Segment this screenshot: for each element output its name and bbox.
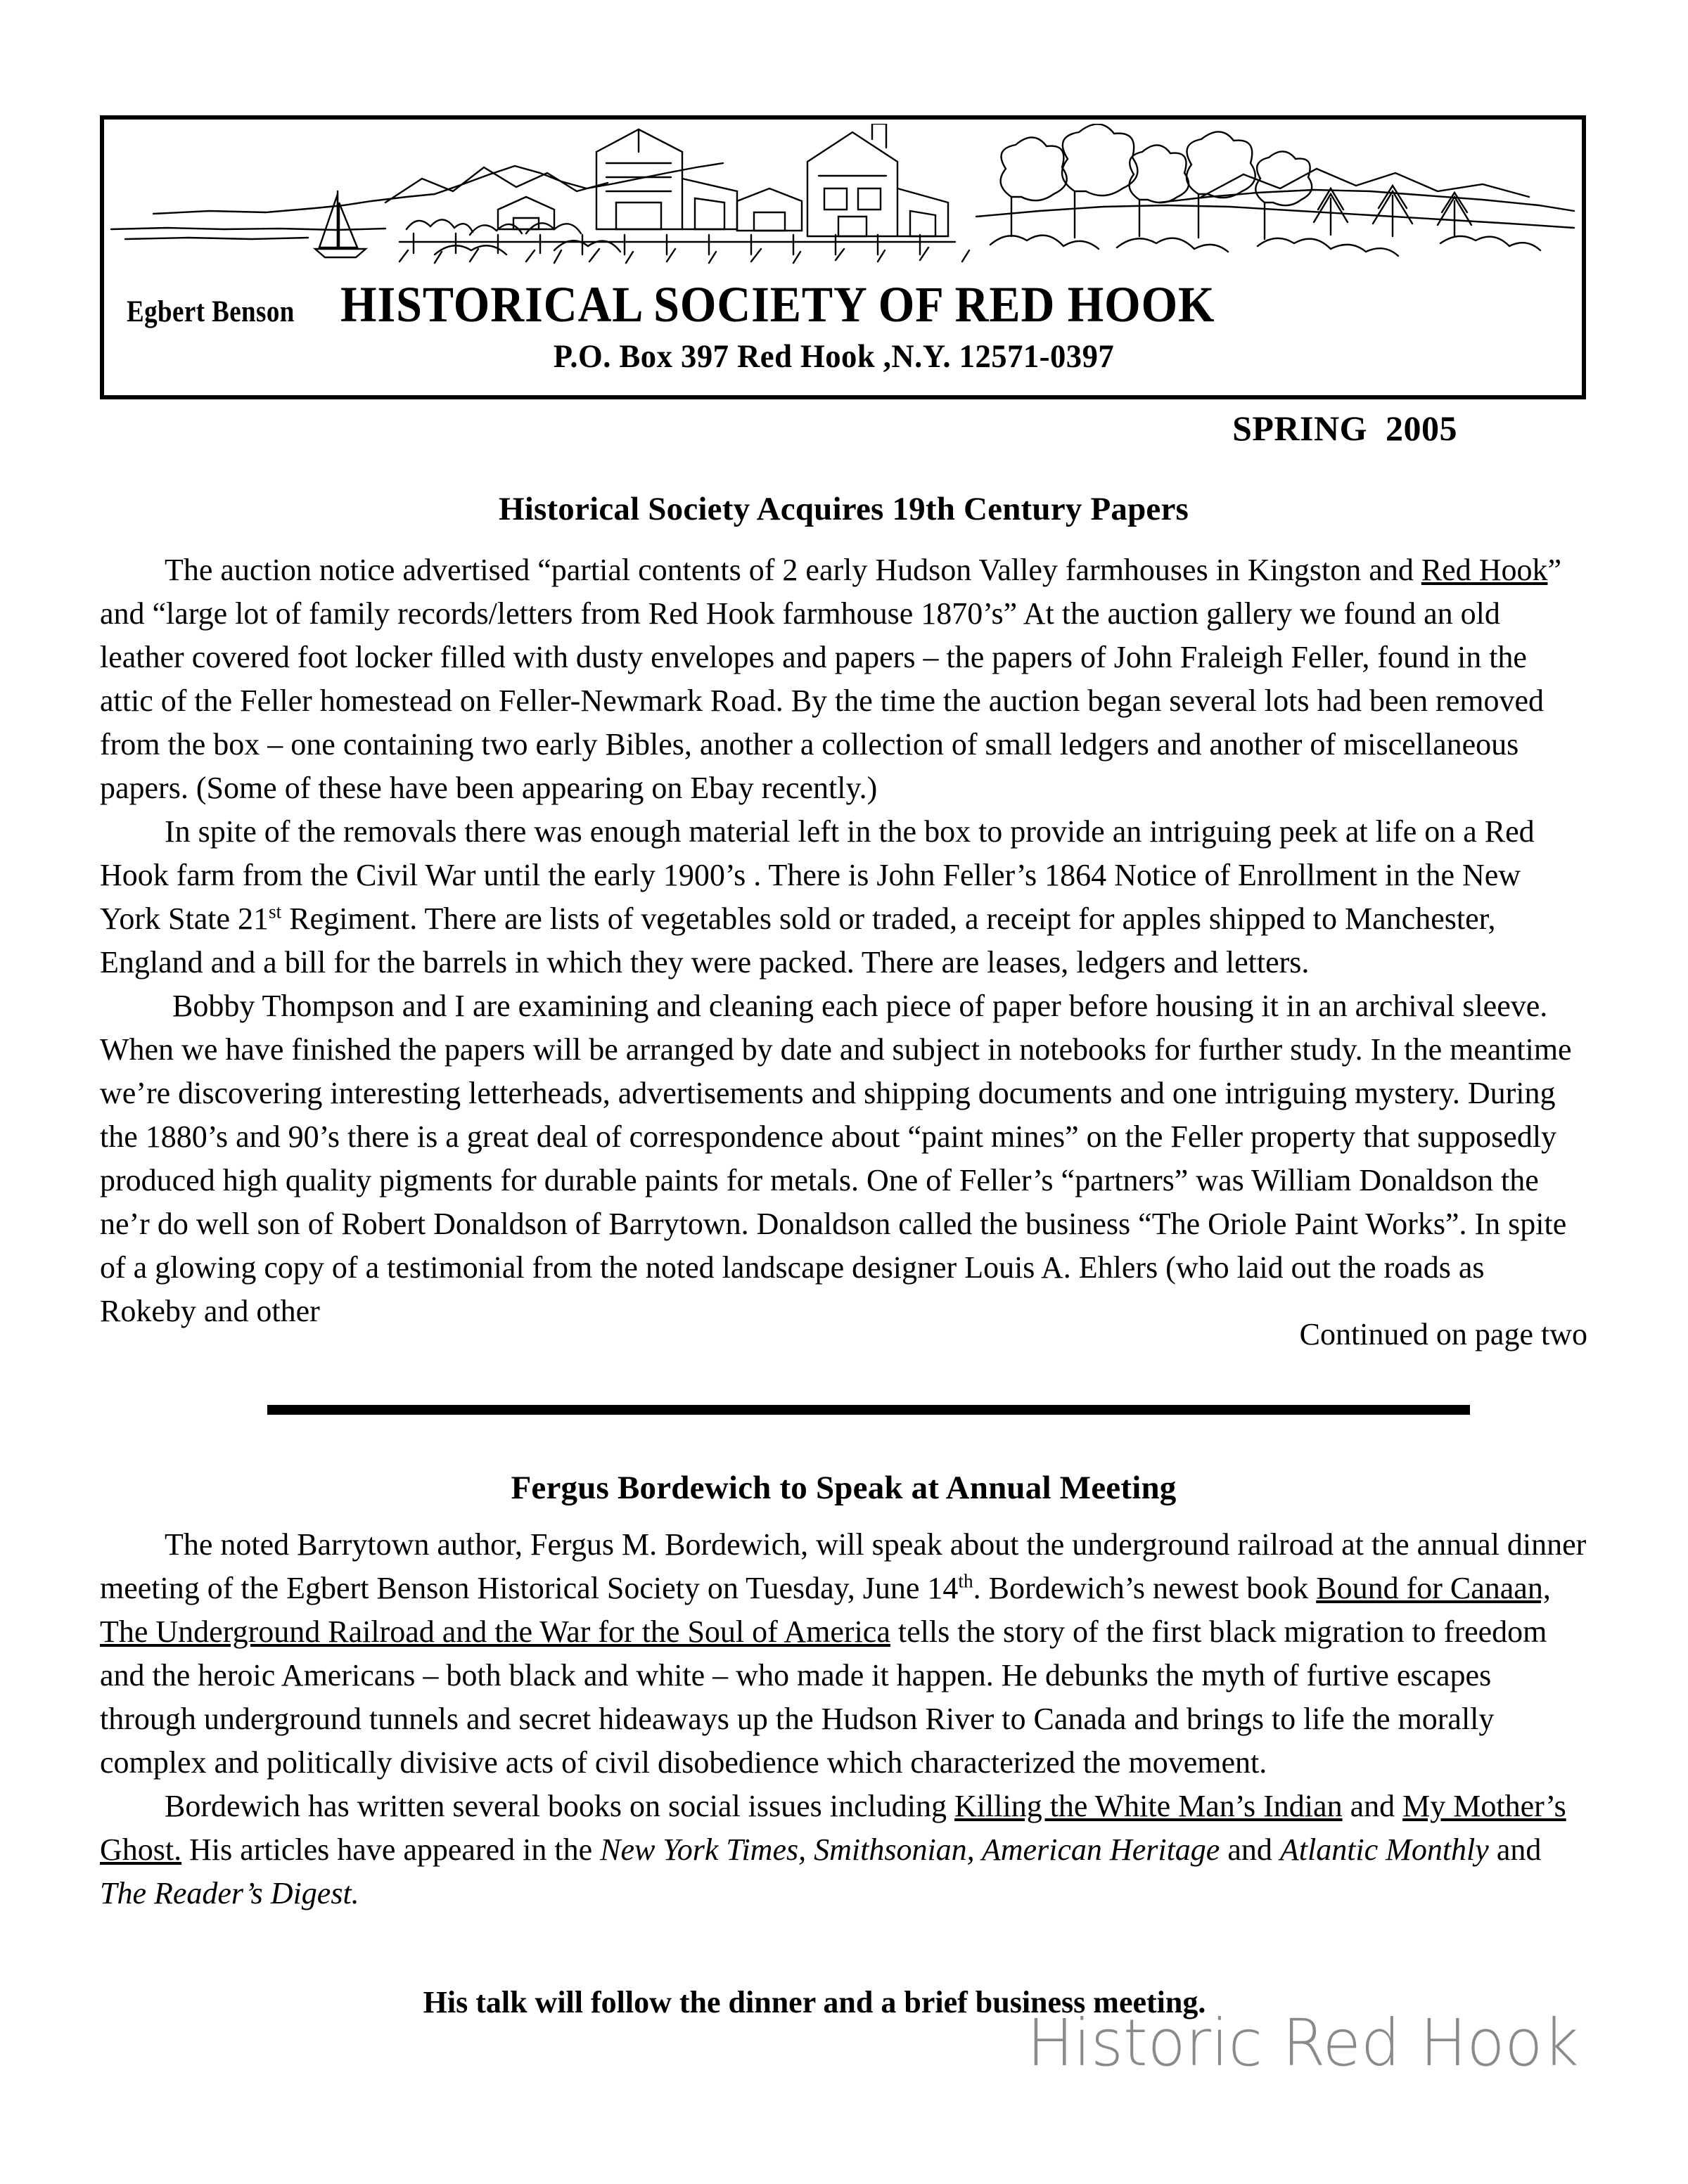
- text-run: Regiment. There are lists of vegetables sold or traded, a receipt for apples shipped to Manchester, England and a bill for the barrels in which they were packed. There are leases, ledgers and letters.: [100, 901, 1496, 979]
- continued-note: Continued on page two: [1299, 1317, 1587, 1351]
- text-run: ” and “large lot of family records/letters from Red Hook farmhouse 1870’s” At the auction gallery we found an old leather covered foot locker filled with dusty envelopes and papers – the papers of John Fraleigh Feller, found in the attic of the Feller homestead on Feller-Newmark Road. By the time the auction began several lots had been removed from the box – one containing two early Bibles, another a collection of small ledgers and another of miscellaneous papers. (Some of these have been appearing on Ebay recently.): [100, 553, 1561, 805]
- text-run: The noted Barrytown author, Fergus M. Bordewich, will speak about the underground railroad at the annual dinner meeting of the Egbert Benson Historical Society on Tuesday, June 14: [100, 1527, 1587, 1605]
- society-prefix: Egbert Benson: [127, 295, 295, 328]
- paragraph: [100, 1523, 1587, 1785]
- paragraph: [100, 810, 1587, 984]
- text-run: Bobby Thompson and I are examining and cleaning each piece of paper before housing it in an archival sleeve. When we have finished the papers will be arranged by date and subject in notebooks for further study. In the meantime we’re discovering interesting letterheads, advertisements and shipping documents and one intriguing mystery. During the 1880’s and 90’s there is a great deal of correspondence about “paint mines” on the Feller property that supposedly produced high quality pigments for durable paints for metals. One of Feller’s “partners” was William Donaldson the ne’r do well son of Robert Donaldson of Barrytown. Donaldson called the business “The Oriole Paint Works”. In spite of a glowing copy of a testimonial from the noted landscape designer Louis A. Ehlers (who laid out the roads as Rokeby and other: [100, 989, 1572, 1328]
- masthead: [100, 115, 1586, 399]
- text-run: The auction notice advertised “partial contents of 2 early Hudson Valley farmhouses in Kingston and: [165, 553, 1421, 587]
- underlined-title: My Mother’s Ghost.: [100, 1789, 1566, 1867]
- text-run: . Bordewich’s newest book: [973, 1571, 1317, 1605]
- underlined-title: Red Hook: [1421, 553, 1548, 587]
- watermark-historic-red-hook: Historic Red Hook: [1027, 2005, 1579, 2081]
- superscript-ordinal: st: [269, 901, 282, 923]
- italic-publication: New York Times, Smithsonian, American Heritage: [600, 1832, 1220, 1867]
- issue-date: SPRING 2005: [1232, 409, 1457, 448]
- text-run: and: [1220, 1832, 1280, 1867]
- text-run: and: [1342, 1789, 1403, 1823]
- closing-line: His talk will follow the dinner and a brief business meeting.: [423, 1985, 1206, 2019]
- text-run: His articles have appeared in the: [181, 1832, 601, 1867]
- article-body-bordewich: [100, 1523, 1587, 1915]
- society-name: HISTORICAL SOCIETY OF RED HOOK: [340, 276, 1215, 333]
- text-run: Bordewich has written several books on social issues including: [165, 1789, 955, 1823]
- superscript-ordinal: th: [958, 1570, 973, 1592]
- masthead-address: P.O. Box 397 Red Hook ,N.Y. 12571-0397: [553, 338, 1115, 375]
- paragraph: [100, 984, 1587, 1333]
- article-headline-papers: Historical Society Acquires 19th Century Papers: [498, 491, 1189, 528]
- text-run: and: [1488, 1832, 1542, 1867]
- italic-publication: Atlantic Monthly: [1279, 1832, 1489, 1867]
- section-divider: [267, 1405, 1470, 1415]
- underlined-title: Bound for Canaan, The Underground Railroad and the War for the Soul of America: [100, 1571, 1551, 1649]
- masthead-title-line: [104, 276, 1582, 339]
- paragraph: [100, 548, 1587, 810]
- article-headline-bordewich: Fergus Bordewich to Speak at Annual Meeting: [511, 1470, 1177, 1507]
- text-run: In spite of the removals there was enough material left in the box to provide an intriguing peek at life on a Red Hook farm from the Civil War until the early 1900’s . There is John Feller’s 1864 Notice of Enrollment in the New York State 21: [100, 814, 1535, 936]
- italic-publication: The Reader’s Digest.: [100, 1876, 359, 1910]
- article-body-papers: [100, 548, 1587, 1333]
- text-run: tells the story of the first black migration to freedom and the heroic Americans – both black and white – who made it happen. He debunks the myth of furtive escapes through underground tunnels and secret hideaways up the Hudson River to Canada and brings to life the morally complex and politically divisive acts of civil disobedience which characterized the movement.: [100, 1614, 1547, 1780]
- paragraph: [100, 1785, 1587, 1915]
- masthead-landscape-illustration: [104, 124, 1582, 271]
- underlined-title: Killing the White Man’s Indian: [954, 1789, 1343, 1823]
